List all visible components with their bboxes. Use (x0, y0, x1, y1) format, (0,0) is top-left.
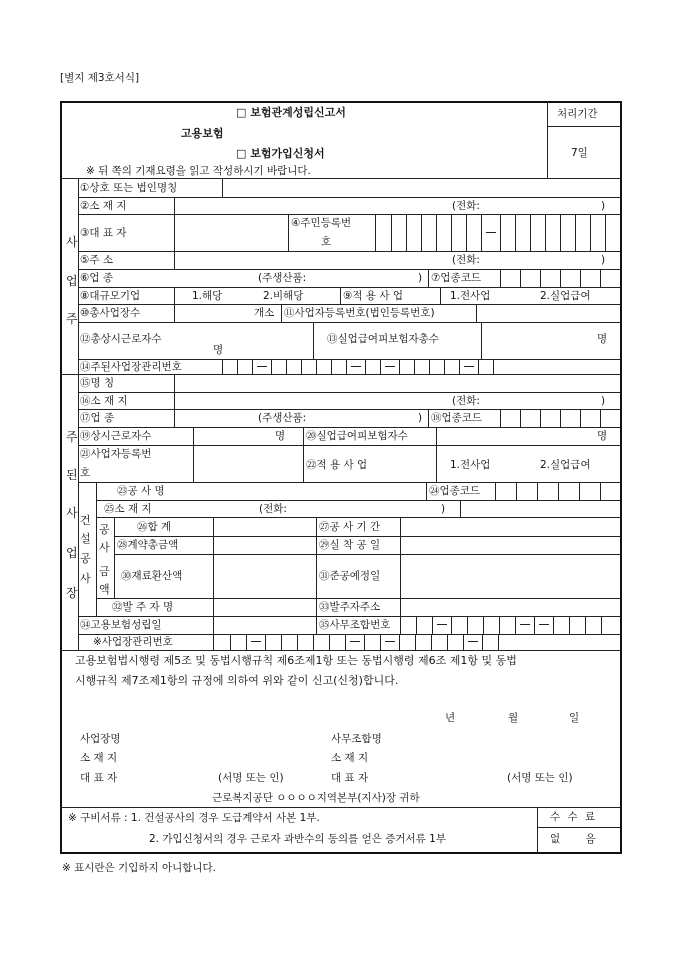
side-workplace-3: 주 (66, 312, 78, 326)
header-note: ※ 뒤 쪽의 기재요령을 읽고 작성하시기 바랍니다. (86, 165, 311, 177)
box (498, 634, 499, 650)
label-main-industry-code: ⑱업종코드 (431, 412, 483, 424)
label-biz-name: 사업장명 (80, 733, 121, 745)
box (560, 214, 561, 251)
label-location: ②소 재 지 (80, 200, 127, 212)
phone-label: (전화: (452, 254, 480, 266)
phone-close: ) (601, 200, 606, 212)
cell-line (174, 287, 175, 322)
box (297, 634, 298, 650)
label-rrn-1: ④주민등록번 (291, 217, 352, 229)
main-product-label: (주생산품: (258, 272, 307, 284)
unit-workers: 명 (213, 344, 224, 356)
frame-bottom (60, 852, 622, 854)
side-work-2: 사 (99, 541, 110, 554)
box (222, 359, 223, 374)
box (482, 634, 483, 650)
box (281, 634, 282, 650)
footnote: ※ 표시란은 기입하지 아니합니다. (62, 862, 217, 874)
box (447, 634, 448, 650)
form-id: [별지 제3호서식] (60, 72, 140, 84)
row-line (78, 304, 620, 305)
side-amount-1: 금 (99, 565, 110, 578)
box (600, 409, 601, 427)
box (364, 634, 365, 650)
docs-line-2: 2. 가입신청서의 경우 근로자 과반수의 동의를 얻은 증거서류 1부 (149, 833, 446, 845)
unit-sites: 개소 (254, 307, 275, 319)
box (515, 616, 516, 634)
box (380, 634, 381, 650)
label-main-name: ⑮명 칭 (80, 377, 115, 389)
box (399, 359, 400, 374)
side-amount-2: 액 (99, 583, 110, 596)
label-industry: ⑥업 종 (80, 272, 114, 284)
label-industry-code: ⑦업종코드 (431, 272, 481, 284)
date-month: 월 (508, 712, 519, 724)
dash (385, 366, 395, 367)
row-line (78, 634, 620, 635)
phone-close: ) (601, 254, 606, 266)
box (265, 634, 266, 650)
cell-line (340, 287, 341, 304)
box (345, 634, 346, 650)
label-address: ⑤주 소 (80, 254, 114, 266)
cell-line (460, 500, 461, 517)
row-line (114, 536, 620, 537)
fee-row-line (537, 827, 620, 828)
box (600, 269, 601, 287)
label-start-date: ㉙실 착 공 일 (319, 539, 381, 551)
box (451, 616, 452, 634)
main-phone-label: (전화: (452, 395, 480, 407)
box (271, 359, 272, 374)
option-main-unemp[interactable]: 2.실업급여 (540, 459, 591, 471)
side-main-5: 장 (66, 586, 78, 600)
project-phone-close: ) (441, 503, 446, 515)
row-line (78, 214, 620, 215)
cell-line (500, 409, 501, 427)
unit-main-insured: 명 (597, 430, 608, 442)
dash (385, 641, 395, 642)
label-workers: ⑫총상시근로자수 (80, 333, 162, 345)
box (463, 634, 464, 650)
project-phone-label: (전화: (259, 503, 287, 515)
box (346, 359, 347, 374)
header-bottom (60, 178, 620, 179)
box (436, 214, 437, 251)
label-total: ㉖합 계 (137, 521, 172, 533)
box (380, 359, 381, 374)
box (415, 634, 416, 650)
box (534, 616, 535, 634)
box (459, 359, 460, 374)
label-project-period: ㉗공 사 기 간 (319, 521, 381, 533)
box (579, 482, 580, 500)
label-insured-total: ⑬실업급여피보험자총수 (327, 333, 439, 345)
cell-line (303, 427, 304, 482)
insurance-type: 고용보험 (181, 127, 224, 140)
dash (251, 641, 261, 642)
label-office-no: ㉟사무조합번호 (319, 619, 391, 631)
label-rrn-2: 호 (321, 236, 332, 248)
label-office-location: 소 재 지 (331, 752, 369, 764)
main-product-label: (주생산품: (258, 412, 307, 424)
period-divider (547, 126, 620, 127)
box (432, 616, 433, 634)
label-main-bizreg-2: 호 (80, 467, 91, 479)
box (246, 634, 247, 650)
label-site-count: ⑩총사업장수 (80, 307, 141, 319)
label-office-rep: 대 표 자 (331, 772, 369, 784)
main-phone-close: ) (601, 395, 606, 407)
declaration-line-1: 고용보험법시행령 제5조 및 동법시행규칙 제6조제1항 또는 동법시행령 제6조 제1항 및 동법 (75, 654, 517, 667)
box (466, 214, 467, 251)
title-application: □ 보험가입신청서 (236, 147, 325, 160)
label-project-name: ㉓공 사 명 (117, 485, 165, 497)
cell-line (213, 517, 214, 598)
row-line (78, 251, 620, 252)
box (499, 616, 500, 634)
box (530, 214, 531, 251)
label-main-apply: ㉒적 용 사 업 (306, 459, 368, 471)
box (575, 214, 576, 251)
box (329, 634, 330, 650)
box (331, 359, 332, 374)
recipient: 근로복지공단 ㅇㅇㅇㅇ지역본부(지사)장 귀하 (212, 792, 420, 804)
cell-line (440, 287, 441, 304)
cell-line (426, 482, 427, 500)
row-line (78, 269, 620, 270)
docs-line-1: ※ 구비서류 : 1. 건설공사의 경우 도급계약서 사본 1부. (68, 812, 320, 824)
docs-top (60, 807, 620, 808)
fee-label: 수 수 료 (550, 811, 598, 823)
label-insurance-date: ㉞고용보험성립일 (80, 619, 162, 631)
box (416, 616, 417, 634)
box (540, 269, 541, 287)
date-year: 년 (445, 712, 456, 724)
box (481, 214, 482, 251)
box (483, 616, 484, 634)
fee-divider (537, 807, 538, 852)
side-column-divider (78, 178, 79, 650)
section-line (60, 650, 620, 651)
fee-value: 없 음 (550, 833, 596, 845)
construction-divider (96, 482, 97, 616)
row-line (96, 598, 620, 599)
box (560, 269, 561, 287)
main-product-close: ) (418, 412, 423, 424)
box (540, 409, 541, 427)
option-all-biz[interactable]: 1.전사업 (450, 290, 491, 302)
option-unemp[interactable]: 2.실업급여 (540, 290, 591, 302)
row-line (96, 500, 620, 501)
dash (351, 366, 361, 367)
cell-line (288, 214, 289, 251)
period-value: 7일 (571, 147, 588, 159)
sign-biz: (서명 또는 인) (218, 772, 284, 784)
box (316, 359, 317, 374)
box (516, 482, 517, 500)
row-line (78, 616, 620, 617)
dash (257, 366, 267, 367)
unit-main-workers: 명 (275, 430, 286, 442)
box (601, 616, 602, 634)
cell-line (281, 304, 282, 322)
dash (468, 641, 478, 642)
box (545, 214, 546, 251)
unit-insured-total: 명 (597, 333, 608, 345)
box (553, 616, 554, 634)
side-main-4: 업 (66, 546, 78, 560)
row-line (78, 359, 620, 360)
cell-line (174, 197, 175, 269)
option-main-all[interactable]: 1.전사업 (450, 459, 491, 471)
box (429, 359, 430, 374)
box (431, 634, 432, 650)
label-project-code: ㉔업종코드 (429, 485, 481, 497)
box (569, 616, 570, 634)
side-main-1: 주 (66, 430, 78, 444)
box (600, 482, 601, 500)
box (230, 634, 231, 650)
box (500, 214, 501, 251)
row-line (78, 427, 620, 428)
side-main-2: 된 (66, 468, 78, 482)
box (301, 359, 302, 374)
label-main-insured: ⑳실업급여피보험자수 (306, 430, 408, 442)
period-label: 처리기간 (557, 108, 598, 120)
side-construction-1: 건 (80, 514, 91, 527)
label-biz-location: 소 재 지 (80, 752, 118, 764)
label-orderer-address: ㉝발주자주소 (319, 601, 381, 613)
box (365, 359, 366, 374)
cell-line (316, 517, 317, 598)
row-line (78, 322, 620, 323)
cell-line (174, 374, 175, 427)
cell-line (436, 445, 437, 482)
label-main-mgmt-no: ⑭주된사업장관리번호 (80, 361, 182, 373)
box (493, 359, 494, 374)
cell-line (495, 482, 496, 500)
cell-line (428, 269, 429, 287)
phone-label: (전화: (452, 200, 480, 212)
side-construction-3: 공 (80, 552, 91, 565)
label-contract-amount: ㉘계약총금액 (117, 539, 179, 551)
dash (486, 232, 496, 233)
box (580, 409, 581, 427)
declaration-line-2: 시행규칙 제7조제1항의 규정에 의하여 위와 같이 신고(신청)합니다. (75, 674, 399, 687)
box (560, 409, 561, 427)
row-line (78, 482, 620, 483)
date-day: 일 (569, 712, 580, 724)
row-line (78, 197, 620, 198)
side-main-3: 사 (66, 506, 78, 520)
dash (350, 641, 360, 642)
box (451, 214, 452, 251)
label-orderer: ㉜발 주 자 명 (112, 601, 174, 613)
row-line (96, 517, 620, 518)
label-material-amount: ㉚재료환산액 (121, 570, 183, 582)
cell-line (213, 616, 214, 634)
option-yes[interactable]: 1.해당 (192, 290, 223, 302)
side-workplace-1: 사 (66, 235, 78, 249)
row-line (78, 409, 620, 410)
box (478, 359, 479, 374)
side-workplace-2: 업 (66, 274, 78, 288)
section-line (60, 374, 620, 375)
box (590, 214, 591, 251)
main-product-close: ) (418, 272, 423, 284)
cell-line (193, 427, 194, 482)
label-main-bizreg-1: ㉑사업자등록번 (80, 448, 152, 460)
box (399, 634, 400, 650)
side-work-1: 공 (99, 523, 110, 536)
cell-line (213, 598, 214, 616)
dash (539, 624, 549, 625)
box (558, 482, 559, 500)
sign-office: (서명 또는 인) (507, 772, 573, 784)
box (537, 482, 538, 500)
dash (437, 624, 447, 625)
title-report: □ 보험관계성립신고서 (236, 106, 346, 119)
cell-line (375, 214, 376, 251)
label-large-corp: ⑧대규모기업 (80, 290, 141, 302)
box (213, 634, 214, 650)
cell-line (313, 322, 314, 359)
label-main-workers: ⑲상시근로자수 (80, 430, 152, 442)
label-site-mgmt-no: ※사업장관리번호 (93, 636, 173, 648)
header-divider (547, 101, 548, 179)
side-construction-4: 사 (80, 572, 91, 585)
box (520, 269, 521, 287)
box (421, 214, 422, 251)
box (237, 359, 238, 374)
cell-line (222, 178, 223, 197)
cell-line (481, 322, 482, 359)
frame-top (60, 101, 621, 103)
option-no[interactable]: 2.비해당 (263, 290, 304, 302)
cell-line (476, 304, 477, 322)
box (444, 359, 445, 374)
label-biz-rep: 대 표 자 (80, 772, 118, 784)
label-main-location: ⑯소 재 지 (80, 395, 128, 407)
cell-line (316, 598, 317, 634)
row-line (78, 287, 620, 288)
box (520, 409, 521, 427)
label-office-name: 사무조합명 (331, 733, 382, 745)
box (391, 214, 392, 251)
box (585, 616, 586, 634)
label-project-location: ㉕소 재 지 (104, 503, 152, 515)
box (286, 359, 287, 374)
box (515, 214, 516, 251)
box (406, 214, 407, 251)
box (252, 359, 253, 374)
box (313, 634, 314, 650)
frame-right (620, 101, 622, 853)
work-divider (114, 517, 115, 598)
box (467, 616, 468, 634)
row-line (78, 445, 620, 446)
label-representative: ③대 표 자 (80, 227, 127, 239)
label-apply-biz: ⑨적 용 사 업 (343, 290, 403, 302)
box (605, 214, 606, 251)
row-line (78, 392, 620, 393)
label-biz-reg: ⑪사업자등록번호(법인등록번호) (284, 307, 435, 319)
box (414, 359, 415, 374)
cell-line (500, 269, 501, 287)
label-main-industry: ⑰업 종 (80, 412, 115, 424)
row-line (114, 554, 620, 555)
box (580, 269, 581, 287)
side-construction-2: 설 (80, 532, 91, 545)
frame-left (60, 101, 62, 853)
label-company-name: ①상호 또는 법인명칭 (80, 182, 178, 194)
dash (464, 366, 474, 367)
label-completion-date: ㉛준공예정일 (319, 570, 381, 582)
cell-line (428, 409, 429, 427)
cell-line (436, 427, 437, 445)
dash (520, 624, 530, 625)
